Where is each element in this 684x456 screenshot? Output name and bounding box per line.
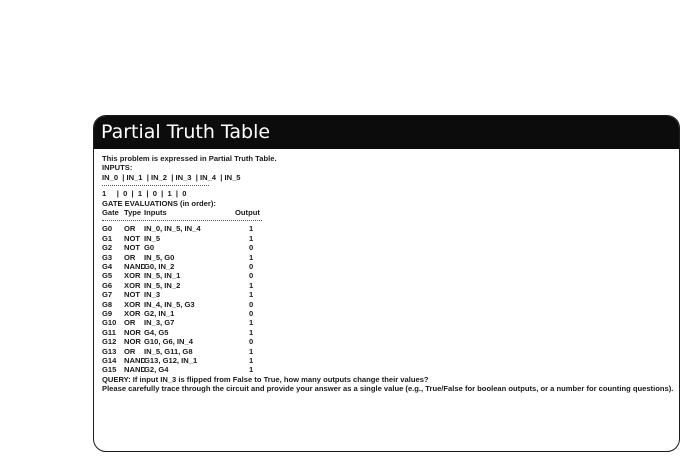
- gate-inputs: IN_5, IN_1: [144, 271, 181, 281]
- gate-type: NOT: [124, 243, 141, 253]
- gate-type: NOR: [124, 327, 141, 337]
- gate-inputs: G4, G5: [144, 327, 169, 337]
- gate-inputs: G2, IN_1: [144, 308, 175, 318]
- gate-output: 0: [249, 261, 254, 271]
- gate-inputs: IN_5, G0: [144, 252, 175, 262]
- gate-inputs: G2, G4: [144, 365, 169, 375]
- gate-inputs: IN_5: [144, 233, 161, 243]
- gate-type: OR: [124, 346, 136, 356]
- gate-output: 1: [249, 318, 254, 328]
- gate-output: 1: [249, 346, 254, 356]
- gate-type: XOR: [124, 280, 141, 290]
- gate-id: G3: [102, 252, 113, 262]
- gate-inputs: IN_3, G7: [144, 318, 175, 328]
- gate-output: 0: [249, 299, 254, 309]
- gate-type: OR: [124, 224, 136, 234]
- gate-row: [102, 290, 679, 299]
- gate-type: OR: [124, 252, 136, 262]
- card-content: [94, 149, 679, 393]
- gate-row: [102, 253, 679, 262]
- gate-id: G13: [102, 346, 117, 356]
- gates-header-gate: Gate: [102, 208, 119, 218]
- gates-heading: GATE EVALUATIONS (in order):: [102, 198, 216, 208]
- gate-row: [102, 243, 679, 252]
- gate-row: [102, 224, 679, 233]
- gate-row: [102, 281, 679, 290]
- inputs-heading: INPUTS:: [102, 163, 133, 173]
- gate-row: [102, 300, 679, 309]
- gate-row: [102, 309, 679, 318]
- gate-output: 0: [249, 308, 254, 318]
- query-text: QUERY: If input IN_3 is flipped from False to True, how many outputs change their values?: [102, 374, 429, 384]
- inputs-header: IN_0 | IN_1 | IN_2 | IN_3 | IN_4 | IN_5: [102, 172, 241, 182]
- gate-output: 1: [249, 224, 254, 234]
- intro-text: This problem is expressed in Partial Truth Table.: [102, 154, 277, 163]
- gate-row: [102, 318, 679, 327]
- gate-id: G6: [102, 280, 113, 290]
- gate-type: NAND: [124, 261, 146, 271]
- gate-id: G2: [102, 243, 113, 253]
- gate-type: NAND: [124, 365, 146, 375]
- gate-type: NOT: [124, 290, 141, 300]
- gate-output: 1: [249, 233, 254, 243]
- gate-id: G8: [102, 299, 113, 309]
- gate-inputs: IN_5, IN_2: [144, 280, 181, 290]
- gate-inputs: G10, G6, IN_4: [144, 337, 193, 347]
- gate-row: [102, 356, 679, 365]
- instruction-text: Please carefully trace through the circuit and provide your answer as a single value (e.g., True/False for boolean outputs, or a number for counting questions).: [102, 384, 674, 394]
- gate-output: 1: [249, 252, 254, 262]
- gate-row: [102, 271, 679, 280]
- gate-id: G15: [102, 365, 117, 375]
- gates-separator: [102, 220, 262, 221]
- gate-output: 0: [249, 243, 254, 253]
- inputs-separator: [102, 185, 209, 186]
- gate-row: [102, 337, 679, 346]
- gate-type: XOR: [124, 308, 141, 318]
- gates-header-inputs: Inputs: [144, 208, 167, 218]
- gate-type: XOR: [124, 271, 141, 281]
- gate-inputs: IN_4, IN_5, G3: [144, 299, 195, 309]
- gate-row: [102, 234, 679, 243]
- problem-card: [93, 115, 680, 452]
- gates-table: [102, 224, 679, 374]
- card-title: Partial Truth Table: [94, 116, 679, 149]
- gate-inputs: IN_5, G11, G8: [144, 346, 193, 356]
- gate-id: G10: [102, 318, 117, 328]
- gate-id: G1: [102, 233, 113, 243]
- gates-header-output: Output: [235, 208, 260, 218]
- gate-inputs: G0: [144, 243, 155, 253]
- gate-output: 1: [249, 355, 254, 365]
- gate-type: NAND: [124, 355, 146, 365]
- gate-output: 0: [249, 337, 254, 347]
- gate-output: 1: [249, 327, 254, 337]
- gate-output: 0: [249, 271, 254, 281]
- gate-row: [102, 347, 679, 356]
- gate-type: NOT: [124, 233, 141, 243]
- gate-row: [102, 365, 679, 374]
- gate-type: OR: [124, 318, 136, 328]
- gate-id: G4: [102, 261, 113, 271]
- gate-inputs: G13, G12, IN_1: [144, 355, 198, 365]
- gate-id: G5: [102, 271, 113, 281]
- gate-id: G12: [102, 337, 117, 347]
- gate-id: G7: [102, 290, 113, 300]
- gate-output: 1: [249, 280, 254, 290]
- gate-inputs: IN_0, IN_5, IN_4: [144, 224, 201, 234]
- gate-id: G0: [102, 224, 113, 234]
- gate-type: NOR: [124, 337, 141, 347]
- gate-row: [102, 328, 679, 337]
- gate-inputs: G0, IN_2: [144, 261, 175, 271]
- gate-output: 1: [249, 290, 254, 300]
- gates-header-row: [102, 208, 679, 217]
- gate-type: XOR: [124, 299, 141, 309]
- gate-output: 1: [249, 365, 254, 375]
- inputs-values: 1 | 0 | 1 | 0 | 1 | 0: [102, 189, 187, 199]
- gate-row: [102, 262, 679, 271]
- gates-header-type: Type: [124, 208, 142, 218]
- gate-id: G9: [102, 308, 113, 318]
- gate-inputs: IN_3: [144, 290, 161, 300]
- gate-id: G14: [102, 355, 117, 365]
- gate-id: G11: [102, 327, 116, 337]
